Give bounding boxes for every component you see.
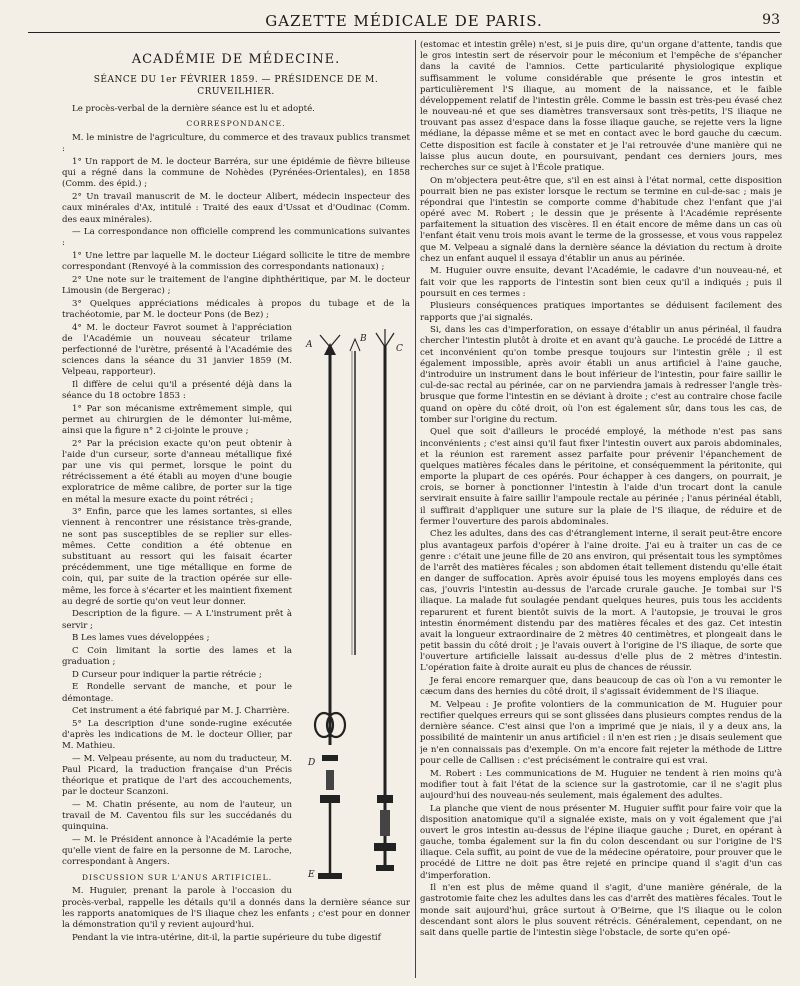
paragraph-right-2: On m'objectera peut-être que, s'il en est ainsi à l'état normal, cette disposition pourrait bien ne pas exister lorsque le rectum se termine en cul-de-sac ; mais je répondrai que l'intestin se comporte comme d'habitude chez l'enfant que j'ai opéré avec M. Robert ; le dessin que je présente à l'Académie représente parfaitement la situation des viscères. Il en était encore de même dans un cas où l'enfant était venu trois mois avant le terme de la grossesse, et vous vous rappelez que M. Velpeau a signalé dans la dernière séance la déviation du rectum à droite chez un enfant auquel il essaya d'établir un anus au périnée. (420, 175, 782, 264)
paragraph-corr-2: 2° Une note sur le traitement de l'angine diphthéritique, par M. le docteur Limousin (de Bergerac) ; (62, 274, 410, 297)
paragraph-differe: Il diffère de celui qu'il a présenté déjà dans la séance du 18 octobre 1853 : (62, 379, 292, 402)
page-header (28, 10, 780, 33)
paragraph-charriere: Cet instrument a été fabriqué par M. J. Charrière. (72, 706, 290, 717)
paragraph-right-11: La planche que vient de nous présenter M. Huguier suffit pour faire voir que la disposition anatomique qu'il a signalée existe, mais on y voit également que j'ai ouvert le gros intestin au-dessus de l'épine iliaque gauche ; Duret, en opérant à gauche, tomba également sur la fin du colon descendant ou sur l'origine de l'S iliaque. Cela suffit, au point de vue de la médecine opératoire, pour prouver que le procédé de Littre ne doit pas être rejeté en principe quand il s'agit d'un cas d'imperforation. (420, 803, 782, 881)
paragraph-legend-d: D Curseur pour indiquer la partie rétrécie ; (72, 669, 262, 680)
paragraph-diff-1: 1° Par son mécanisme extrêmement simple, qui permet au chirurgien de le démonter lui-même, ainsi que la figure n° 2 ci-jointe le prouve ; (62, 403, 292, 437)
paragraph-right-7: Chez les adultes, dans des cas d'étranglement interne, il serait peut-être encore plus avantageux parfois d'opérer à l'aine droite. J'ai eu à traiter un cas de ce genre : c'était une jeune fille de 20 ans environ, qui présentait tous les symptômes de l'arrêt des matières fécales ; son abdomen était tellement distendu qu'elle était en danger de suffocation. Après avoir épuisé tous les moyens employés dans ces cas, j'ouvris l'intestin au-dessus de l'arcade crurale gauche. Je tombai sur l'S iliaque. La malade fut soulagée pendant quelques heures, puis tous les accidents reparurent et furent bientôt suivis de la mort. A l'autopsie, je trouvai le gros intestin énormément distendu par des matières fécales et des gaz. Cet intestin avait la longueur extraordinaire de 2 mètres 40 centimètres, et plongeait dans le petit bassin du côté droit ; je l'avais ouvert à l'origine de l'S iliaque, de sorte que l'ouverture artificielle laissait au-dessus d'elle plus de 2 mètres d'intestin. L'opération faite à droite aurait eu plus de chances de réussir. (420, 529, 782, 674)
paragraph-legend-e: E Rondelle servant de manche, et pour le démontage. (62, 682, 292, 704)
journal-title: GAZETTE MÉDICALE DE PARIS. (265, 12, 543, 30)
paragraph-item-1: 1° Un rapport de M. le docteur Barréra, sur une épidémie de fièvre bilieuse qui a régné dans la commune de Nohèdes (Pyrénées-Orientales), en 1858 (Comm. des épid.) ; (62, 157, 410, 190)
column-divider (415, 40, 416, 978)
paragraph-right-8: Je ferai encore remarquer que, dans beaucoup de cas où l'on a vu remonter le cæcum dans des hernies du côté droit, il s'agissait évidemment de l'S iliaque. (420, 676, 782, 698)
paragraph-right-1: (estomac et intestin grêle) n'est, si je puis dire, qu'un organe d'attente, tandis que le gros intestin sert de réservoir pour le méconium et l'empêche de s'épancher dans la cavité de l'amnios. Cette particularité physiologique explique suffisamment le volume considérable que présente le gros intestin et particulièrement l'S iliaque, au moment de la naissance, et le faible développement relatif de l'intestin grêle. Comme le bassin est très-peu évasé chez le nouveau-né et que ses diamètres transversaux sont très-petits, l'S iliaque ne trouvant pas assez d'espace dans la fosse iliaque gauche, se rejette vers la ligne médiane, la dépasse même et se met en contact avec le bord gauche du cæcum. Cette disposition est facile à constater et je l'ai retrouvée d'une manière qui ne laisse plus aucun doute, en poursuivant, pendant ces derniers jours, mes recherches sur ce sujet à l'École pratique. (420, 40, 782, 173)
paragraph-right-12: Il n'en est plus de même quand il s'agit, d'une manière générale, de la gastrotomie faite chez les adultes dans les cas d'arrêt des matières fécales. Tout le monde sait aujourd'hui, grâce surtout à O'Beirne, que l'S iliaque ou le colon descendant sont alors le plus souvent rétrécis. Généralement, cependant, on ne sait dans quelle partie de l'intestin siège l'obstacle, de sorte qu'en opé- (420, 883, 782, 938)
discussion-heading: DISCUSSION SUR L'ANUS ARTIFICIEL. (81, 872, 273, 882)
figure-label-a: A (306, 339, 313, 350)
paragraph-description: Description de la figure. — A L'instrument prêt à servir ; (62, 609, 292, 631)
paragraph-diff-3: 3° Enfin, parce que les lames sortantes, si elles viennent à rencontrer une résistance très-grande, ne sont pas susceptibles de se replier sur elles-mêmes. Cette condition a été obtenue en substituant au ressort qui les faisait écarter précédemment, une tige métallique en forme de coin, qui, par suite de la traction opérée sur elle-même, les force à s'écarter et les maintient fixement au degré de sortie qu'on veut leur donner. (62, 507, 292, 607)
paragraph-right-4: Plusieurs conséquences pratiques importantes se déduisent facilement des rapports que j'ai signalés. (420, 301, 782, 323)
paragraph-corr-5: 5° La description d'une sonde-rugine exécutée d'après les indications de M. le docteur Ollier, par M. Mathieu. (62, 718, 292, 752)
paragraph-right-5: Si, dans les cas d'imperforation, on essaye d'établir un anus périnéal, il faudra chercher l'intestin plutôt à droite et en avant qu'à gauche. Le procédé de Littre a cet inconvénient qu'on tombe presque toujours sur l'intestin grêle ; il est également impossible, après avoir établi un anus artificiel à l'aine gauche, d'introduire un instrument dans le bout inférieur de l'intestin, pour faire saillir le cul-de-sac rectal au périnée, car on ne parviendra jamais à redresser l'angle très-brusque que forme l'intestin en se déviant à droite ; c'est au contraire chose facile quand on opère du côté droit, où l'on est également sûr, dans tous les cas, de tomber sur l'origine du rectum. (420, 325, 782, 425)
section-title: ACADÉMIE DE MÉDECINE. (131, 52, 341, 67)
paragraph-right-10: M. Robert : Les communications de M. Huguier ne tendent à rien moins qu'à modifier tout à fait l'état de la science sur la gastrotomie, car il ne s'agit plus aujourd'hui des nouveau-nés seulement, mais également des adultes. (420, 768, 782, 801)
paragraph-legend-b: B Les lames vues développées ; (72, 633, 210, 644)
session-line: SÉANCE DU 1er FÉVRIER 1859. — PRÉSIDENCE DE M. CRUVEILHIER. (93, 74, 379, 97)
paragraph-huguier: M. Huguier, prenant la parole à l'occasion du procès-verbal, rappelle les détails qu'il a donnés dans la dernière séance sur les rapports anatomiques de l'S iliaque chez les enfants ; c'est pour en donner la démonstration qu'il y revient aujourd'hui. (62, 886, 410, 930)
paragraph-corr-1: 1° Une lettre par laquelle M. le docteur Liégard sollicite le titre de membre correspondant (Renvoyé à la commission des correspondants nationaux) ; (62, 251, 410, 273)
paragraph-corr-3: 3° Quelques appréciations médicales à propos du tubage et de la trachéotomie, par M. le docteur Pons (de Bez) ; (62, 298, 410, 320)
paragraph-diff-2: 2° Par la précision exacte qu'on peut obtenir à l'aide d'un curseur, sorte d'anneau métallique fixé par une vis qui permet, lorsque le point du rétrécissement a été établi au moyen d'une bougie exploratrice de même calibre, de porter sur la tige en métal la mesure exacte du point rétréci ; (62, 438, 292, 505)
paragraph-proces-verbal: Le procès-verbal de la dernière séance est lu et adopté. (72, 104, 315, 115)
paragraph-corr-4: 4° M. le docteur Favrot soumet à l'appréciation de l'Académie un nouveau sécateur trilame perfectionné de l'urètre, présenté à l'Académie des sciences dans la séance du 31 janvier 1859 (M. Velpeau, rapporteur). (62, 322, 292, 378)
right-column (420, 40, 782, 980)
paragraph-right-9: M. Velpeau : Je profite volontiers de la communication de M. Huguier pour rectifier quelques erreurs qui se sont glissées dans plusieurs comptes rendus de la dernière séance. C'est ainsi que l'on a imprimé que je niais, il y a deux ans, la possibilité de maintenir un anus artificiel : il n'en est rien ; je disais seulement que je n'en connaissais pas d'exemple. On m'a encore fait rejeter la méthode de Littre pour celle de Callisen : c'est précisément le contraire qui est vrai. (420, 699, 782, 766)
paragraph-correspondance-non-officielle: — La correspondance non officielle comprend les communications suivantes : (62, 227, 410, 249)
paragraph-pendant: Pendant la vie intra-utérine, dit-il, la partie supérieure du tube digestif (72, 932, 381, 943)
paragraph-right-6: Quel que soit d'ailleurs le procédé employé, la méthode n'est pas sans inconvénients ; c'est ainsi qu'il faut fixer l'intestin ouvert aux parois abdominales, et la réunion est rarement assez parfaite pour prévenir l'épanchement de quelques matières fécales dans le péritoine, et conséquemment la péritonite, qui emporte la plupart de ces opérés. Pour échapper à ces dangers, on pourrait, je crois, se borner à ponctionner l'intestin à l'aide d'un trocart dont la canule servirait ensuite à faire saillir l'ampoule rectale au périnée ; l'anus périnéal établi, il suffirait d'appliquer une suture sur la plaie de l'S iliaque, de réduire et de fermer l'ouverture des parois abdominales. (420, 427, 782, 527)
paragraph-president: — M. le Président annonce à l'Académie la perte qu'elle vient de faire en la personne de M. Laroche, correspondant à Angers. (62, 835, 292, 868)
paragraph-ministre: M. le ministre de l'agriculture, du commerce et des travaux publics transmet : (62, 133, 410, 155)
urethrotome-illustration (300, 325, 410, 885)
figure-label-b: B (360, 333, 367, 344)
instrument-figure (300, 325, 410, 885)
paragraph-chatin: — M. Chatin présente, au nom de l'auteur, un travail de M. Caventou fils sur les succédanés du quinquina. (62, 800, 292, 833)
figure-label-d: D (308, 757, 316, 768)
paragraph-velpeau: — M. Velpeau présente, au nom du traducteur, M. Paul Picard, la traduction française d'un Précis théorique et pratique de l'art des accouchements, par le docteur Scanzoni. (62, 753, 292, 798)
paragraph-legend-c: C Coin limitant la sortie des lames et la graduation ; (62, 645, 292, 668)
page-number: 93 (762, 12, 780, 28)
correspondance-heading: CORRESPONDANCE. (186, 119, 286, 129)
figure-label-e: E (308, 869, 315, 880)
paragraph-item-2: 2° Un travail manuscrit de M. le docteur Alibert, médecin inspecteur des caux minérales d'Ax, intitulé : Traité des eaux d'Ussat et d'Oudinac (Comm. des eaux minérales). (62, 192, 410, 225)
left-column (62, 40, 410, 980)
figure-label-c: C (396, 343, 403, 354)
paragraph-right-3: M. Huguier ouvre ensuite, devant l'Académie, le cadavre d'un nouveau-né, et fait voir que les rapports de l'intestin sont bien ceux qu'il a indiqués ; puis il poursuit en ces termes : (420, 266, 782, 299)
